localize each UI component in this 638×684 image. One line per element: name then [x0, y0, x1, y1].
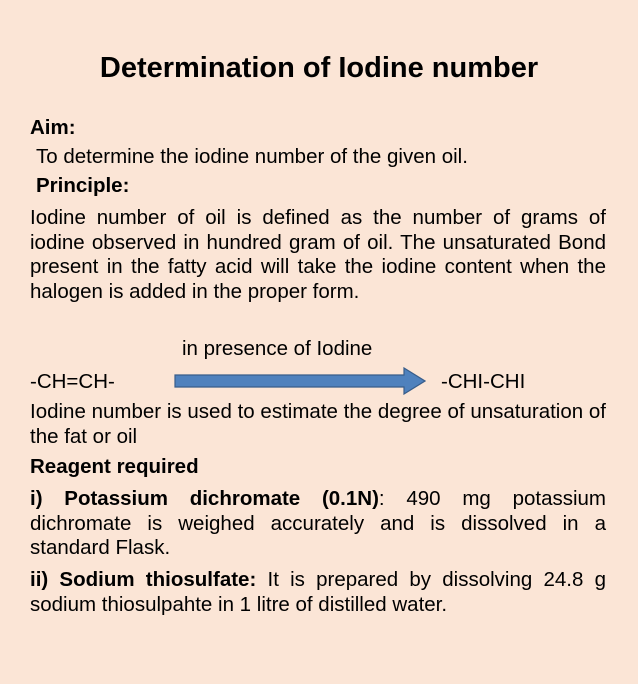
reaction-condition: in presence of Iodine	[182, 337, 373, 360]
reagent-label: i) Potassium dichromate (0.1N)	[30, 487, 379, 510]
usage-text: Iodine number is used to estimate the degree of unsaturation of the fat or oil	[30, 400, 606, 448]
page-title: Determination of Iodine number	[99, 52, 539, 84]
reagent-description: It is prepared by dissolving 24.8 g sodium thiosulpahte in 1 litre of distilled water.	[30, 568, 606, 616]
reagent-item	[30, 568, 606, 617]
reagent-heading: Reagent required	[30, 455, 199, 478]
reagent-description: : 490 mg potassium dichromate is weighed accurately and is dissolved in a standard Flask.	[30, 487, 606, 559]
reagent-item	[30, 487, 606, 561]
arrow-shape	[175, 368, 425, 394]
principle-text: Iodine number of oil is defined as the number of grams of iodine observed in hundred gram of oil. The unsaturated Bond present in the fatty acid will take the iodine content when the halogen is added in the proper form.	[30, 206, 606, 303]
product-formula: -CHI-CHI	[441, 370, 526, 393]
reagent-label: ii) Sodium thiosulfate:	[30, 568, 257, 591]
aim-text: To determine the iodine number of the given oil.	[36, 145, 468, 168]
reactant-formula: -CH=CH-	[30, 370, 115, 393]
reaction-arrow-icon	[174, 367, 426, 400]
aim-heading: Aim:	[30, 116, 76, 139]
principle-heading: Principle:	[36, 174, 130, 197]
